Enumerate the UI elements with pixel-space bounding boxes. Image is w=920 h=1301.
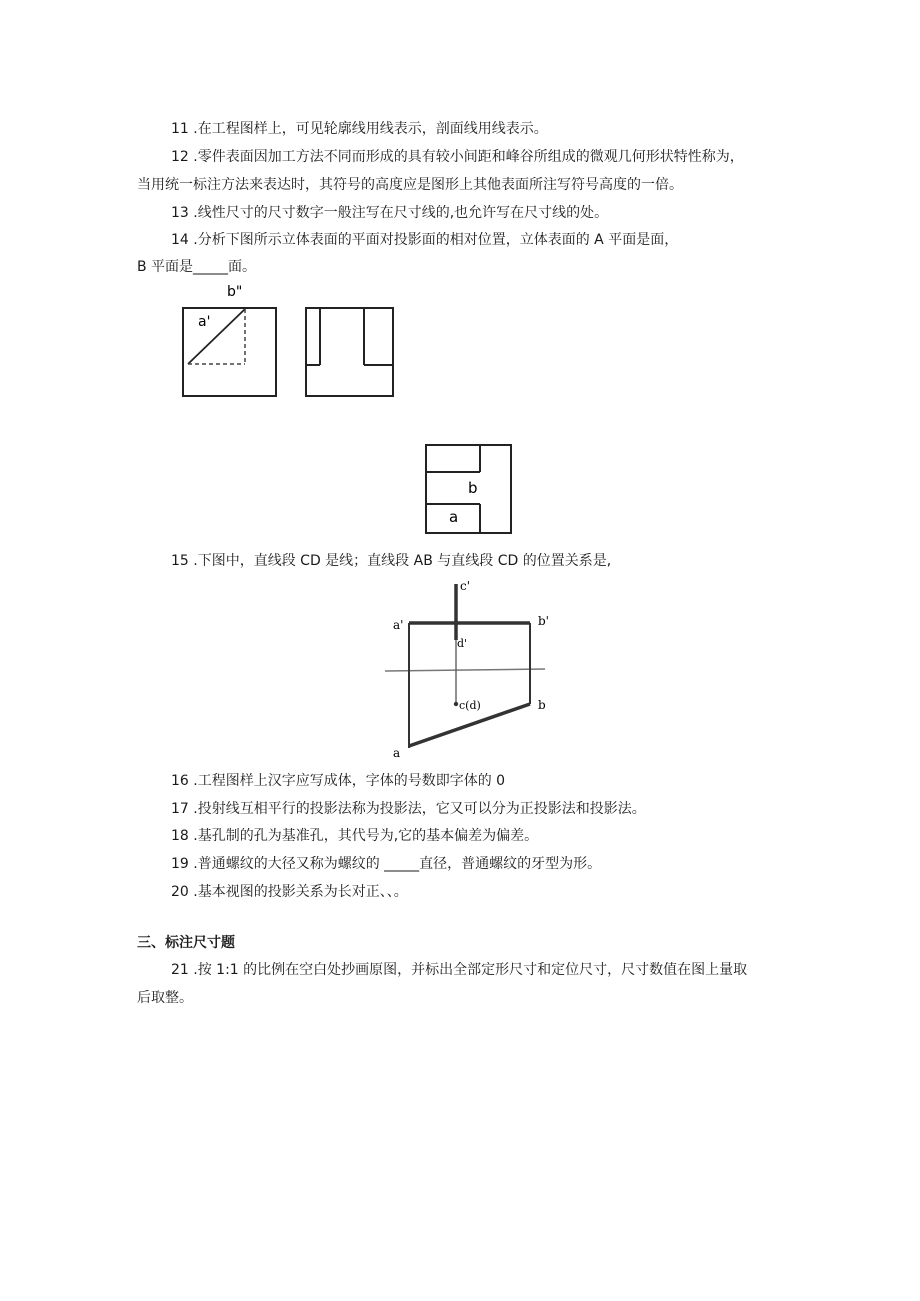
label-b-prime: b'	[538, 614, 549, 628]
label-b-plane: b	[468, 479, 478, 497]
label-a-prime: a'	[393, 618, 404, 632]
question-12-line-1: 12 .零件表面因加工方法不同而形成的具有较小间距和峰谷所组成的微观几何形状特性称为，	[171, 149, 744, 165]
label-b: b	[538, 698, 546, 712]
figure-15-line-projection	[385, 578, 555, 763]
question-12-line-2: 当用统一标注方法来表达时，其符号的高度应是图形上其他表面所注写符号高度的一倍。	[137, 177, 683, 193]
label-b-double-prime: b"	[227, 284, 243, 300]
question-20: 20 .基本视图的投影关系为长对正、、。	[171, 884, 408, 900]
question-15: 15 .下图中，直线段 CD 是线；直线段 AB 与直线段 CD 的位置关系是,	[171, 553, 612, 569]
question-16: 16 .工程图样上汉字应写成体，字体的号数即字体的 0	[171, 773, 506, 789]
label-d-prime: d'	[457, 637, 468, 650]
question-11: 11 .在工程图样上，可见轮廓线用线表示，剖面线用线表示。	[171, 121, 548, 137]
label-a: a	[393, 746, 401, 760]
question-17: 17 .投射线互相平行的投影法称为投影法，它又可以分为正投影法和投影法。	[171, 801, 646, 817]
label-a-plane: a	[449, 508, 459, 526]
question-21-line-1: 21 .按 1:1 的比例在空白处抄画原图，并标出全部定形尺寸和定位尺寸，尺寸数值在图上量取	[171, 962, 748, 978]
front-view-outline	[183, 308, 276, 396]
question-18: 18 .基孔制的孔为基准孔，其代号为,它的基本偏差为偏差。	[171, 828, 539, 844]
figure-14-projection-views	[170, 278, 530, 540]
question-21-line-2: 后取整。	[137, 990, 193, 1006]
point-cd	[454, 702, 458, 706]
label-a-prime: a'	[198, 314, 211, 330]
label-c-d: c(d)	[459, 699, 481, 712]
section-3-heading: 三、标注尺寸题	[137, 935, 235, 951]
front-view-diagonal	[188, 309, 245, 364]
label-c-prime: c'	[460, 579, 471, 593]
question-14-line-2: B 平面是_____面。	[137, 259, 257, 275]
question-13: 13 .线性尺寸的尺寸数字一般注写在尺寸线的,也允许写在尺寸线的处。	[171, 205, 609, 221]
question-19: 19 .普通螺纹的大径又称为螺纹的 _____直径，普通螺纹的牙型为形。	[171, 856, 602, 872]
question-14-line-1: 14 .分析下图所示立体表面的平面对投影面的相对位置，立体表面的 A 平面是面，	[171, 232, 679, 248]
